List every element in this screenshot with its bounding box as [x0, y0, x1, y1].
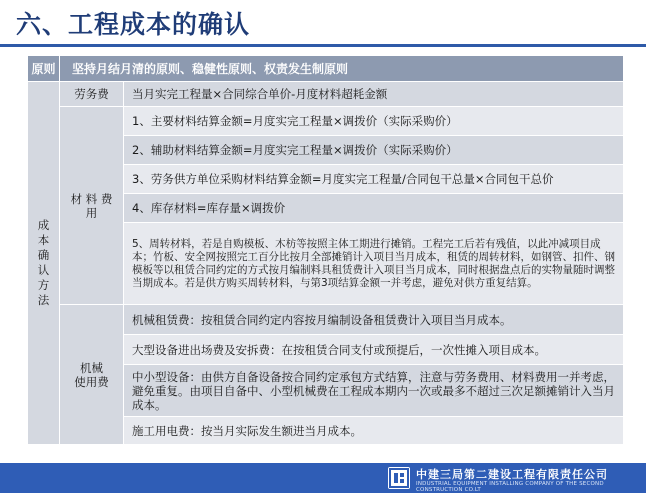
machinery-label	[60, 305, 124, 445]
material-item-4: 4、库存材料=库存量×调拨价	[124, 194, 624, 223]
material-item-1: 1、主要材料结算金额=月度实完工程量×调拨价（实际采购价）	[124, 107, 624, 136]
machinery-item-1: 机械租赁费：按租赁合同约定内容按月编制设备租赁费计入项目当月成本。	[124, 305, 624, 335]
labor-row	[28, 82, 624, 107]
header-principle-text: 坚持月结月清的原则、稳健性原则、权责发生制原则	[60, 56, 624, 82]
machinery-row	[28, 305, 624, 335]
title-bar	[0, 0, 646, 46]
labor-text: 当月实完工程量×合同综合单价-月度材料超耗金额	[124, 82, 624, 107]
section-label: 成本确认方法	[37, 218, 50, 307]
header-principle-label: 原则	[28, 56, 60, 82]
table-header-row	[28, 56, 624, 82]
materials-label-line2: 用	[85, 205, 98, 220]
materials-label-line1: 材 料 费	[70, 191, 113, 206]
title-divider	[0, 44, 646, 47]
page-title: 六、工程成本的确认	[16, 10, 251, 39]
machinery-label-line2: 使用费	[74, 374, 109, 389]
material-item-2: 2、辅助材料结算金额=月度实完工程量×调拨价（实际采购价）	[124, 136, 624, 165]
section-label-cell	[28, 82, 60, 445]
machinery-item-3: 中小型设备：由供方自备设备按合同约定承包方式结算，注意与劳务费用、材料费用一并考虑，避免重复。由项目自备中、小型机械费在工程成本期内一次或最多不超过三次足额摊销计入当月成本。	[124, 365, 624, 417]
materials-label	[60, 107, 124, 305]
material-item-3: 3、劳务供方单位采购材料结算金额=月度实完工程量/合同包干总量×合同包干总价	[124, 165, 624, 194]
company-name: 中建三局第二建设工程有限责任公司	[416, 468, 608, 481]
company-logo-icon	[388, 467, 410, 489]
company-name-en: INDUSTRIAL EQUIPMENT INSTALLING COMPANY OF THE SECOND CONSTRUCTION CO.LT	[416, 481, 604, 493]
material-item-5: 5、周转材料，若是自购模板、木枋等按照主体工期进行摊销。工程完工后若有残值，以此冲减项目成本；竹板、安全网按照完工百分比按月全部摊销计入项目当月成本，租赁的周转材料，如钢管、扣件、钢模板等以租赁合同约定的方式按月编制料具租赁费计入项目当月成本，同时根据盘点后的实物量随时调整当期成本。若是供方购买周转材料，与第3项结算金额一并考虑，避免对供方重复结算。	[124, 223, 624, 305]
material-row	[28, 107, 624, 136]
cost-confirmation-table	[27, 55, 624, 445]
machinery-item-4: 施工用电费：按当月实际发生额进当月成本。	[124, 417, 624, 445]
machinery-item-2: 大型设备进出场费及安拆费：在按租赁合同支付或预提后，一次性摊入项目成本。	[124, 335, 624, 365]
labor-label: 劳务费	[60, 82, 124, 107]
machinery-label-line1: 机械	[80, 360, 103, 375]
